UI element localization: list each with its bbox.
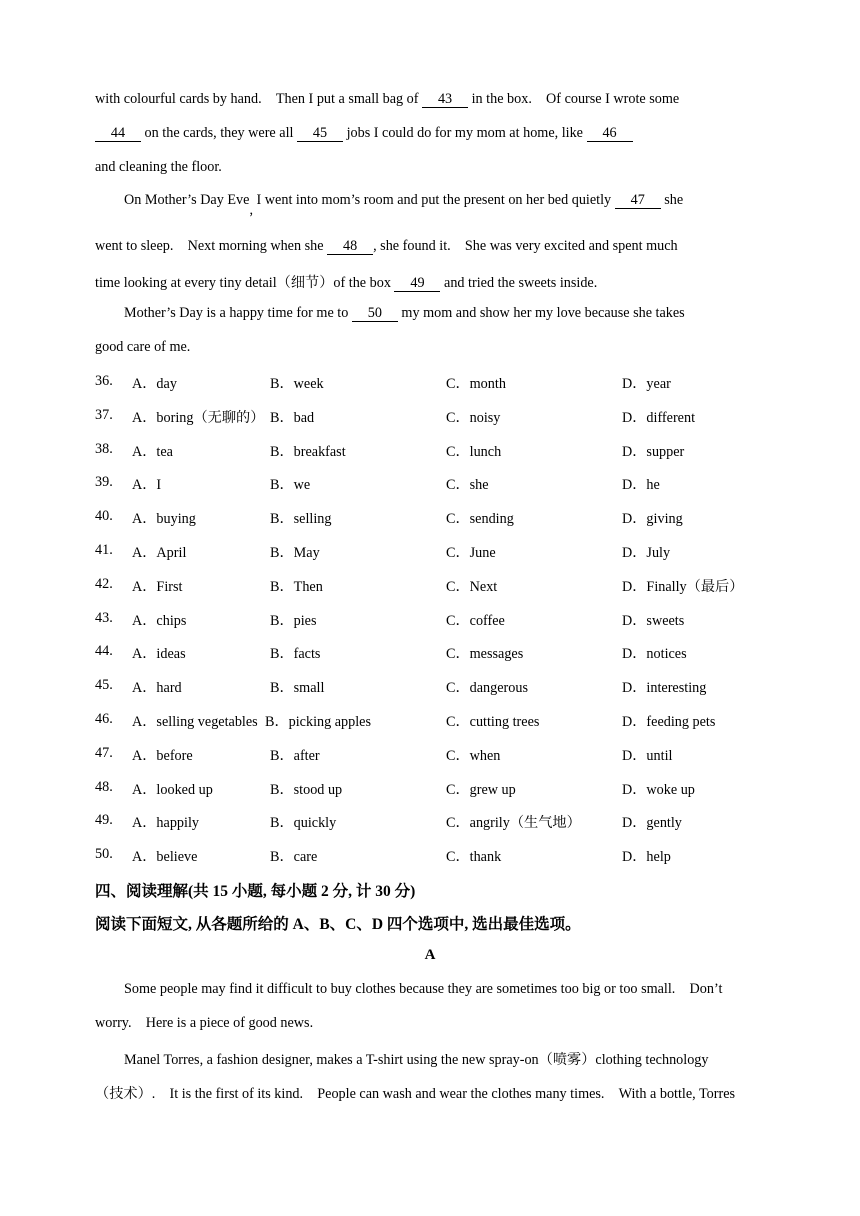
question-50 [95, 846, 775, 866]
option-d: D．feeding pets [622, 714, 716, 730]
passage-text: , she found it. She was very excited and spent much [373, 238, 678, 254]
question-40 [95, 508, 775, 528]
blank-49: 49 [394, 276, 440, 292]
option-a: A．believe [132, 849, 198, 865]
option-a: A．before [132, 748, 193, 764]
question-number: 50. [95, 846, 113, 862]
option-d: D．different [622, 410, 696, 426]
passage-title: A [424, 947, 436, 963]
question-number: 37. [95, 407, 113, 423]
question-39 [95, 474, 775, 494]
question-number: 45. [95, 677, 113, 693]
option-a: A．tea [132, 444, 173, 460]
option-b: B．breakfast [270, 444, 346, 460]
question-number: 36. [95, 373, 113, 389]
section-heading: 四、阅读理解(共 15 小题, 每小题 2 分, 计 30 分) [95, 883, 416, 900]
blank-46: 46 [587, 126, 633, 142]
reading-line-4: （技术）. It is the first of its kind. People can wash and wear the clothes many times. With a bottle, Torres [95, 1086, 736, 1102]
question-45 [95, 677, 775, 697]
option-b: B．Then [270, 579, 323, 595]
passage-text: my mom and show her my love because she takes [397, 305, 685, 321]
question-37 [95, 407, 775, 427]
option-c: C．thank [446, 849, 502, 865]
option-a: A．selling vegetables [132, 714, 258, 730]
option-b: B．May [270, 545, 320, 561]
question-44 [95, 643, 775, 663]
option-b: B．pies [270, 613, 317, 629]
question-number: 42. [95, 576, 113, 592]
option-d: D．he [622, 477, 660, 493]
passage-line-2 [95, 125, 633, 142]
passage-text: , [249, 202, 253, 218]
reading-line-1: Some people may find it difficult to buy clothes because they are sometimes too big or too small. Don’t [124, 981, 723, 997]
question-number: 46. [95, 711, 113, 727]
option-d: D．woke up [622, 782, 695, 798]
option-d: D．gently [622, 815, 682, 831]
passage-text: in the box. Of course I wrote some [468, 91, 680, 107]
passage-line-7 [124, 305, 685, 322]
option-c: C．grew up [446, 782, 516, 798]
option-c: C．lunch [446, 444, 502, 460]
option-c: C．she [446, 477, 489, 493]
option-a: A．looked up [132, 782, 213, 798]
option-b: B．care [270, 849, 318, 865]
option-a: A．day [132, 376, 177, 392]
passage-line-8: good care of me. [95, 339, 191, 355]
question-48 [95, 779, 775, 799]
option-c: C．month [446, 376, 506, 392]
question-47 [95, 745, 775, 765]
question-number: 40. [95, 508, 113, 524]
passage-text: she [660, 192, 684, 208]
passage-text: with colourful cards by hand. Then I put a small bag of [95, 91, 423, 107]
option-b: B．picking apples [265, 714, 371, 730]
option-d: D．until [622, 748, 673, 764]
blank-47: 47 [615, 193, 661, 209]
reading-line-3: Manel Torres, a fashion designer, makes a T-shirt using the new spray-on（喷雾）clothing technology [124, 1052, 709, 1068]
passage-text: and tried the sweets inside. [440, 275, 598, 291]
option-a: A．boring（无聊的） [132, 410, 265, 426]
question-41 [95, 542, 775, 562]
question-number: 47. [95, 745, 113, 761]
option-d: D．notices [622, 646, 687, 662]
option-c: C．noisy [446, 410, 501, 426]
question-number: 38. [95, 441, 113, 457]
option-d: D．supper [622, 444, 685, 460]
question-number: 41. [95, 542, 113, 558]
option-b: B．facts [270, 646, 321, 662]
option-b: B．quickly [270, 815, 337, 831]
blank-45: 45 [297, 126, 343, 142]
option-c: C．June [446, 545, 496, 561]
passage-line-1 [95, 91, 679, 108]
passage-text: I went into mom’s room and put the present on her bed quietly [252, 192, 615, 208]
option-d: D．year [622, 376, 671, 392]
blank-48: 48 [327, 239, 373, 255]
option-a: A．First [132, 579, 183, 595]
option-c: C．cutting trees [446, 714, 540, 730]
option-c: C．dangerous [446, 680, 528, 696]
option-b: B．week [270, 376, 324, 392]
question-38 [95, 441, 775, 461]
option-c: C．angrily（生气地） [446, 815, 581, 831]
question-number: 39. [95, 474, 113, 490]
reading-line-2: worry. Here is a piece of good news. [95, 1015, 314, 1031]
question-number: 44. [95, 643, 113, 659]
option-d: D．Finally（最后） [622, 579, 744, 595]
option-b: B．we [270, 477, 311, 493]
option-a: A．hard [132, 680, 182, 696]
passage-text: Mother’s Day is a happy time for me to [124, 305, 352, 321]
section-instruction: 阅读下面短文, 从各题所给的 A、B、C、D 四个选项中, 选出最佳选项。 [95, 916, 581, 933]
passage-text: went to sleep. Next morning when she [95, 238, 328, 254]
option-d: D．giving [622, 511, 683, 527]
question-number: 43. [95, 610, 113, 626]
question-number: 48. [95, 779, 113, 795]
passage-line-5 [95, 238, 678, 255]
option-d: D．interesting [622, 680, 707, 696]
question-46 [95, 711, 775, 731]
passage-text: jobs I could do for my mom at home, like [343, 125, 587, 141]
option-b: B．stood up [270, 782, 343, 798]
option-d: D．July [622, 545, 671, 561]
option-b: B．after [270, 748, 320, 764]
passage-line-3: and cleaning the floor. [95, 159, 222, 175]
option-a: A．buying [132, 511, 196, 527]
option-c: C．sending [446, 511, 514, 527]
option-b: B．small [270, 680, 325, 696]
option-c: C．coffee [446, 613, 505, 629]
question-42 [95, 576, 775, 596]
blank-43: 43 [422, 92, 468, 108]
option-c: C．messages [446, 646, 524, 662]
option-c: C．when [446, 748, 501, 764]
option-a: A．happily [132, 815, 199, 831]
option-a: A．ideas [132, 646, 186, 662]
blank-44: 44 [95, 126, 141, 142]
blank-50: 50 [352, 306, 398, 322]
passage-text: On Mother’s Day Eve [124, 192, 250, 208]
option-c: C．Next [446, 579, 498, 595]
passage-line-4 [124, 192, 684, 218]
passage-text: time looking at every tiny detail（细节）of the box [95, 275, 395, 291]
question-43 [95, 610, 775, 630]
question-number: 49. [95, 812, 113, 828]
option-b: B．bad [270, 410, 315, 426]
option-a: A．April [132, 545, 187, 561]
option-d: D．help [622, 849, 671, 865]
option-b: B．selling [270, 511, 332, 527]
option-a: A．chips [132, 613, 187, 629]
question-36 [95, 373, 775, 393]
question-49 [95, 812, 775, 832]
passage-text: on the cards, they were all [141, 125, 298, 141]
passage-line-6 [95, 272, 597, 292]
option-a: A．I [132, 477, 162, 493]
option-d: D．sweets [622, 613, 685, 629]
